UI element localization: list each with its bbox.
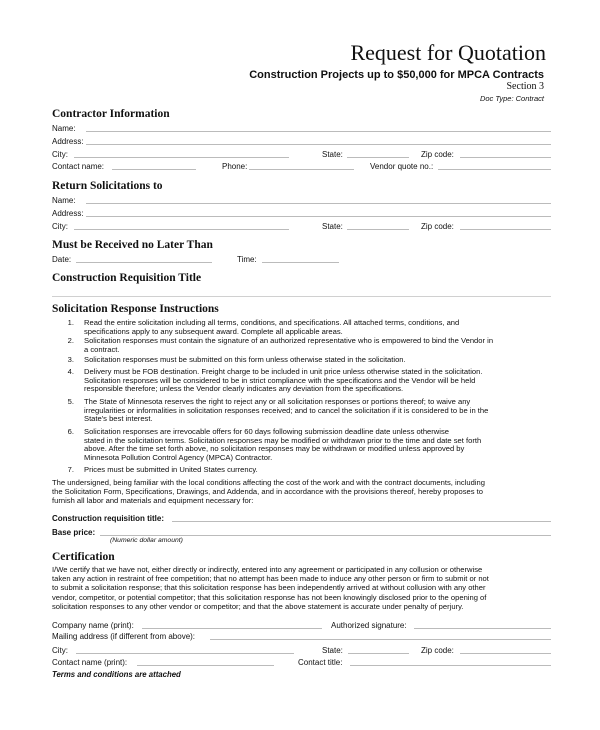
contractor-contact-field[interactable] (112, 169, 196, 170)
contractor-address-field[interactable] (86, 144, 551, 145)
return-city-label: City: (52, 222, 68, 231)
received-heading: Must be Received no Later Than (52, 239, 213, 251)
contractor-heading: Contractor Information (52, 108, 170, 120)
return-name-label: Name: (52, 196, 76, 205)
contractor-name-label: Name: (52, 124, 76, 133)
page-title: Request for Quotation (350, 40, 546, 65)
contact-name-field[interactable] (137, 665, 274, 666)
requisition-title-field[interactable] (52, 296, 551, 297)
vendor-quote-field[interactable] (438, 169, 551, 170)
numeric-note: (Numeric dollar amount) (110, 537, 183, 544)
vendor-quote-label: Vendor quote no.: (370, 162, 434, 171)
cert-state-field[interactable] (348, 653, 409, 654)
contractor-zip-label: Zip code: (421, 150, 454, 159)
base-price-label: Base price: (52, 528, 96, 537)
requisition-title-input[interactable] (172, 521, 551, 522)
contractor-city-label: City: (52, 150, 68, 159)
requisition-heading: Construction Requisition Title (52, 272, 202, 284)
signature-field[interactable] (414, 628, 551, 629)
return-city-field[interactable] (74, 229, 289, 230)
contact-title-label: Contact title: (298, 658, 343, 667)
undersigned-paragraph: The undersigned, being familiar with the local conditions affecting the cost of the work and with the contract documents, including the Solicitation Form, Specifications, Drawings, and Addenda, and in accordance with the provisions thereof, hereby proposes to furnish all labor and materials and equipment necessary for: (52, 478, 485, 506)
contractor-contact-label: Contact name: (52, 162, 105, 171)
page-subtitle: Construction Projects up to $50,000 for MPCA Contracts (249, 69, 544, 81)
received-date-field[interactable] (76, 262, 212, 263)
received-time-label: Time: (237, 255, 257, 264)
certification-paragraph: I/We certify that we have not, either directly or indirectly, entered into any agreement or participated in any collusion or otherwise taken any action in restraint of free competition; that no attempt has been made to induce any other person or firm to submit or not to submit a solicitation response; that this solicitation response has been independently arrived at without collusion with any other vendor, competitor, or potential competitor; that this solicitation response has not been knowingly disclosed prior to the opening of solicitation responses to any other vendor or competitor; and that the above statement is accurate under penalty of perjury. (52, 565, 489, 611)
contractor-city-field[interactable] (74, 157, 289, 158)
requisition-title-label: Construction requisition title: (52, 514, 164, 523)
cert-state-label: State: (322, 646, 343, 655)
cert-zip-field[interactable] (460, 653, 551, 654)
cert-city-field[interactable] (76, 653, 294, 654)
return-zip-label: Zip code: (421, 222, 454, 231)
company-name-field[interactable] (142, 628, 322, 629)
section-label: Section 3 (506, 81, 544, 92)
return-state-label: State: (322, 222, 343, 231)
contractor-zip-field[interactable] (460, 157, 551, 158)
contractor-name-field[interactable] (86, 131, 551, 132)
instructions-heading: Solicitation Response Instructions (52, 303, 219, 315)
contractor-address-label: Address: (52, 137, 84, 146)
return-heading: Return Solicitations to (52, 180, 163, 192)
cert-city-label: City: (52, 646, 68, 655)
base-price-input[interactable] (100, 535, 551, 536)
received-time-field[interactable] (262, 262, 339, 263)
contact-name-label: Contact name (print): (52, 658, 128, 667)
cert-zip-label: Zip code: (421, 646, 454, 655)
doc-type-label: Doc Type: Contract (479, 94, 544, 103)
mailing-address-label: Mailing address (if different from above): (52, 632, 196, 641)
contractor-state-field[interactable] (347, 157, 409, 158)
certification-heading: Certification (52, 551, 115, 563)
terms-footer: Terms and conditions are attached (52, 670, 181, 679)
received-date-label: Date: (52, 255, 72, 264)
contractor-state-label: State: (322, 150, 343, 159)
return-state-field[interactable] (347, 229, 409, 230)
company-name-label: Company name (print): (52, 621, 134, 630)
contractor-phone-label: Phone: (222, 162, 248, 171)
contact-title-field[interactable] (350, 665, 551, 666)
signature-label: Authorized signature: (331, 621, 407, 630)
return-address-field[interactable] (86, 216, 551, 217)
return-zip-field[interactable] (460, 229, 551, 230)
mailing-address-field[interactable] (210, 639, 551, 640)
return-name-field[interactable] (86, 203, 551, 204)
return-address-label: Address: (52, 209, 84, 218)
contractor-phone-field[interactable] (249, 169, 354, 170)
